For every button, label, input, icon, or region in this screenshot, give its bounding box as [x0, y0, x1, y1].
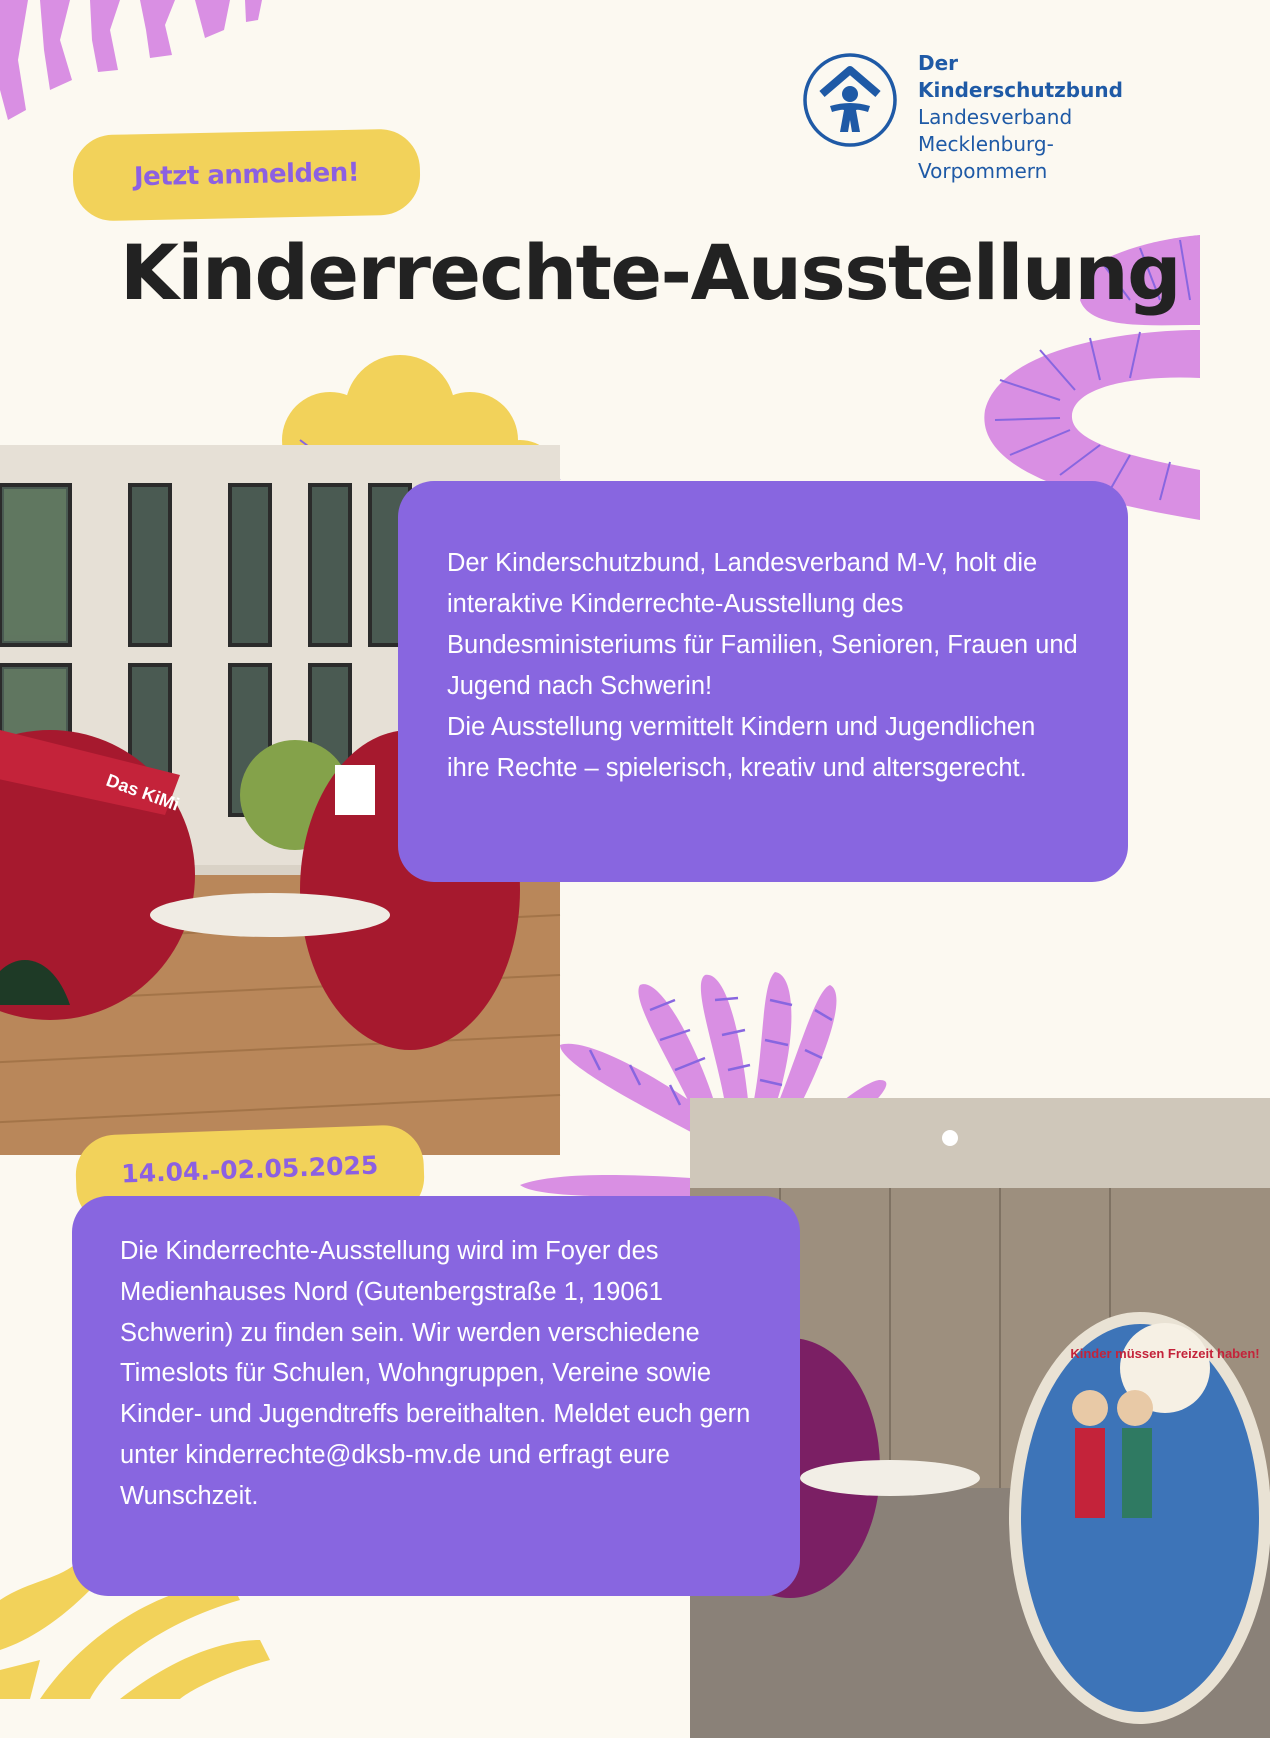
lilac-scribble-top-left — [0, 0, 262, 120]
logo-line-2: Landesverband — [918, 105, 1073, 129]
logo-line-3: Mecklenburg- — [918, 132, 1054, 156]
intro-text-box — [398, 481, 1128, 882]
logo-line-1: Der Kinderschutzbund — [918, 51, 1123, 102]
intro-paragraph-1: Der Kinderschutzbund, Landesverband M-V, holt die interaktive Kinderrechte-Ausstellung des Bundesministeriums für Familien, Senioren, Frauen und Jugend nach Schwerin! — [447, 549, 1078, 700]
date-range-badge: 14.04.-02.05.2025 — [75, 1124, 426, 1228]
photo2-sign: Kinder müssen Freizeit haben! — [1070, 1346, 1260, 1361]
register-now-badge[interactable]: Jetzt anmelden! — [72, 128, 421, 221]
kinderschutzbund-logo — [802, 50, 1132, 183]
photo1-sign-left: Das KiMi — [103, 769, 182, 815]
logo-line-4: Vorpommern — [918, 159, 1048, 183]
details-text-box — [72, 1196, 800, 1596]
page-title: Kinderrechte-Ausstellung — [120, 228, 1181, 317]
intro-paragraph-2: Die Ausstellung vermittelt Kindern und Jugendlichen ihre Rechte – spielerisch, kreativ und altersgerecht. — [447, 713, 1036, 782]
details-paragraph: Die Kinderrechte-Ausstellung wird im Foyer des Medienhauses Nord (Gutenbergstraße 1, 19061 Schwerin) zu finden sein. Wir werden verschiedene Timeslots für Schulen, Wohngruppen, Vereine sowie Kinder- und Jugendtreffs bereithalten. Meldet euch gern unter kinderrechte@dksb-mv.de und erfragt eure Wunschzeit. — [120, 1237, 751, 1510]
kinderschutzbund-house-child-icon — [802, 52, 898, 148]
